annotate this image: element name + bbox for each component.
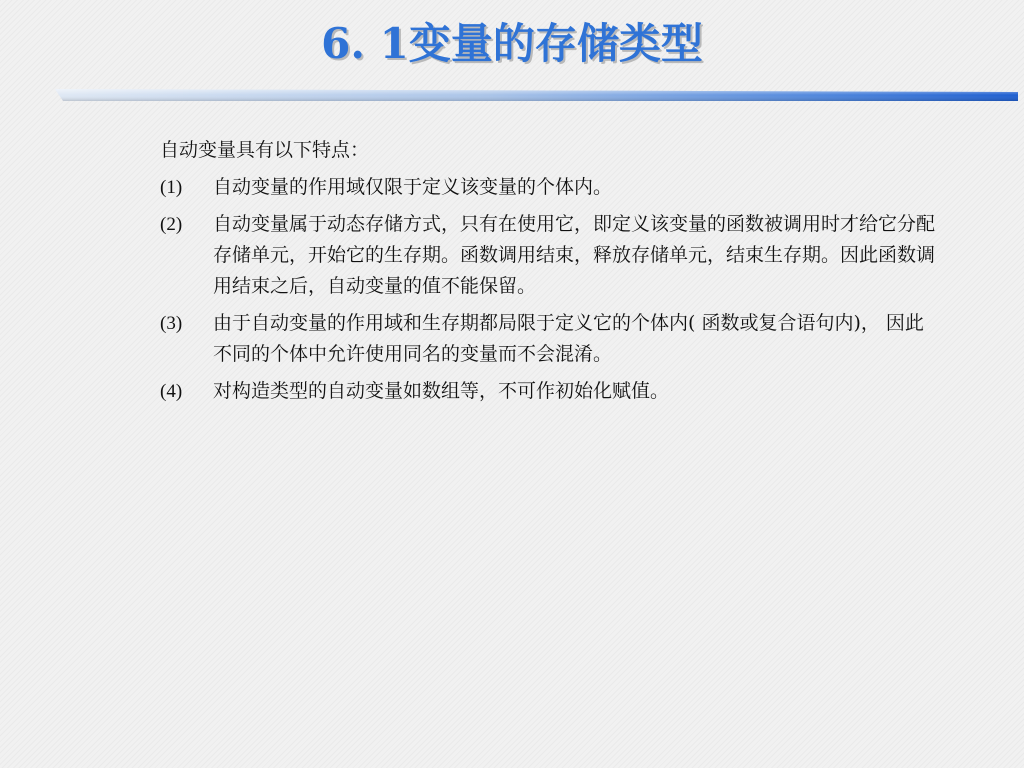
list-item <box>160 308 935 370</box>
item-text: 自动变量属于动态存储方式，只有在使用它，即定义该变量的函数被调用时才给它分配存储单元，开始它的生存期。函数调用结束，释放存储单元，结束生存期。因此函数调用结束之后，自动变量的值不能保留。 <box>213 213 936 297</box>
list-item <box>160 376 935 407</box>
list-item <box>160 209 935 302</box>
item-number: (3) <box>160 313 183 334</box>
list-item <box>160 172 935 203</box>
item-number: (4) <box>160 381 183 402</box>
intro-text: 自动变量具有以下特点： <box>160 139 370 161</box>
slide-body <box>160 135 935 413</box>
title-underline-bar <box>55 89 1018 101</box>
slide-title: 6. 1变量的存储类型 <box>321 19 703 68</box>
item-text: 由于自动变量的作用域和生存期都局限于定义它的个体内( 函数或复合语句内)， 因此不同的个体中允许使用同名的变量而不会混淆。 <box>213 312 924 365</box>
item-text: 对构造类型的自动变量如数组等，不可作初始化赋值。 <box>213 380 670 402</box>
item-number: (2) <box>160 214 183 235</box>
item-text: 自动变量的作用域仅限于定义该变量的个体内。 <box>213 176 613 198</box>
item-number: (1) <box>160 177 183 198</box>
